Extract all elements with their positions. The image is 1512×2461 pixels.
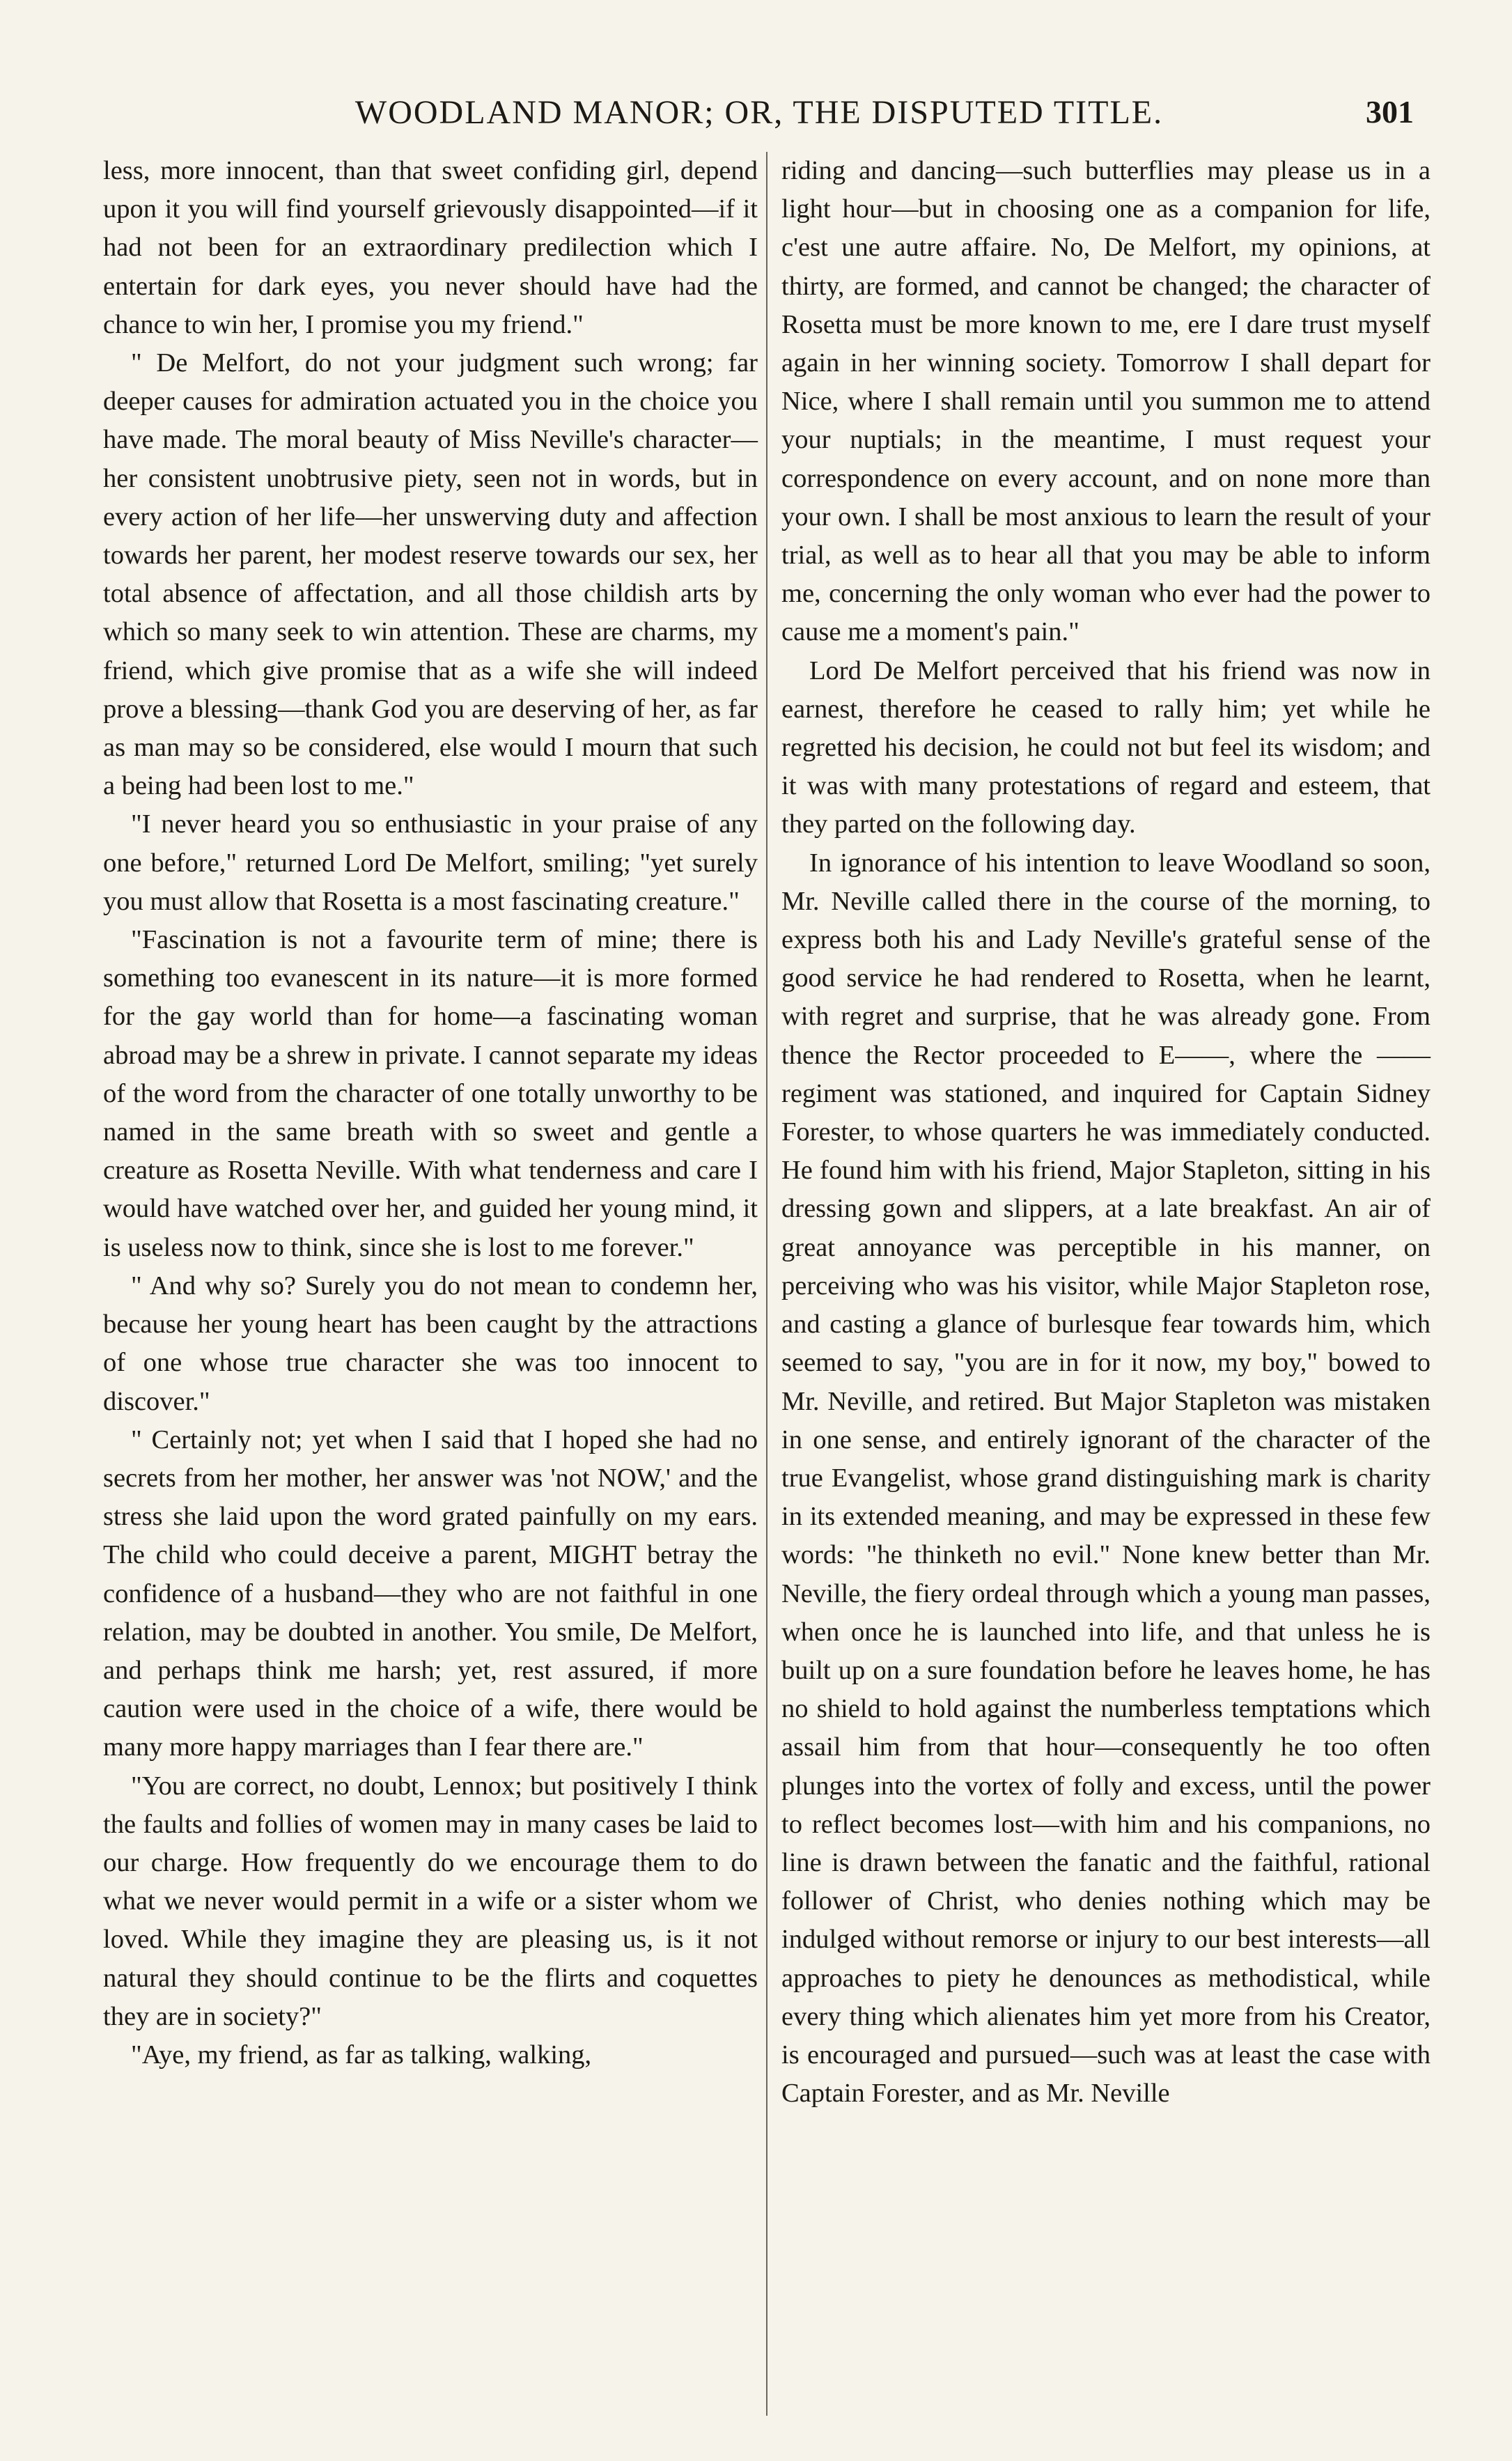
left-column bbox=[103, 152, 758, 2074]
paragraph: " De Melfort, do not your judgment such wrong; far deeper causes for admiration actuated you in the choice you have made. The moral beauty of Miss Neville's character—her consistent unobtrusive piety, seen not in words, but in every action of her life—her unswerving duty and affection towards her parent, her modest reserve towards our sex, her total absence of affectation, and all those childish arts by which so many seek to win attention. These are charms, my friend, which give promise that as a wife she will indeed prove a blessing—thank God you are deserving of her, as far as man may so be considered, else would I mourn that such a being had been lost to me." bbox=[103, 348, 758, 801]
column-divider bbox=[766, 152, 767, 2416]
paragraph: "Fascination is not a favourite term of mine; there is something too evanescent in its nature—it is more formed for the gay world than for home—a fascinating woman abroad may be a shrew in private. I cannot separate my ideas of the word from the character of one totally unworthy to be named in the same breath with so sweet and gentle a creature as Rosetta Neville. With what tenderness and care I would have watched over her, and guided her young mind, it is useless now to think, since she is lost to me forever." bbox=[103, 925, 758, 1262]
paragraph: Lord De Melfort perceived that his friend was now in earnest, therefore he ceased to rally him; yet while he regretted his decision, he could not but feel its wisdom; and it was with many protestations of regard and esteem, that they parted on the following day. bbox=[781, 655, 1431, 839]
paragraph: " And why so? Surely you do not mean to condemn her, because her young heart has been caught by the attractions of one whose true character she was too innocent to discover." bbox=[103, 1271, 758, 1416]
running-title: WOODLAND MANOR; OR, THE DISPUTED TITLE. bbox=[354, 94, 1164, 131]
paragraph: " Certainly not; yet when I said that I hoped she had no secrets from her mother, her answer was 'not NOW,' and the stress she laid upon the word grated painfully on my ears. The child who could deceive a parent, MIGHT betray the confidence of a husband—they who are not faithful in one relation, may be doubted in another. You smile, De Melfort, and perhaps think me harsh; yet, rest assured, if more caution were used in the choice of a wife, there would be many more happy marriages than I fear there are." bbox=[103, 1424, 758, 1762]
paragraph: less, more innocent, than that sweet confiding girl, depend upon it you will find yourself grievously disappointed—if it had not been for an extraordinary predilection which I entertain for dark eyes, you never should have had the chance to win her, I promise you my friend." bbox=[103, 156, 758, 339]
page-header bbox=[104, 89, 1414, 139]
paragraph: riding and dancing—such butterflies may please us in a light hour—but in choosing one as a companion for life, c'est une autre affaire. No, De Melfort, my opinions, at thirty, are formed, and cannot be changed; the character of Rosetta must be more known to me, ere I dare trust myself again in her winning society. Tomorrow I shall depart for Nice, where I shall remain until you summon me to attend your nuptials; in the meantime, I must request your correspondence on every account, and on none more than your own. I shall be most anxious to learn the result of your trial, as well as to hear all that you may be able to inform me, concerning the only woman who ever had the power to cause me a moment's pain." bbox=[781, 156, 1431, 647]
paragraph: "You are correct, no doubt, Lennox; but positively I think the faults and follies of women may in many cases be laid to our charge. How frequently do we encourage them to do what we never would permit in a wife or a sister whom we loved. While they imagine they are pleasing us, is it not natural they should continue to be the flirts and coquettes they are in society?" bbox=[103, 1771, 758, 2031]
paragraph: "Aye, my friend, as far as talking, walking, bbox=[131, 2040, 592, 2070]
page-number: 301 bbox=[1366, 94, 1414, 130]
paragraph: In ignorance of his intention to leave Woodland so soon, Mr. Neville called there in the course of the morning, to express both his and Lady Neville's grateful sense of the good service he had rendered to Rosetta, when he learnt, with regret and surprise, that he was already gone. From thence the Rector proceeded to E——, where the —— regiment was stationed, and inquired for Captain Sidney Forester, to whose quarters he was immediately conducted. He found him with his friend, Major Stapleton, sitting in his dressing gown and slippers, at a late breakfast. An air of great annoyance was perceptible in his manner, on perceiving who was his visitor, while Major Stapleton rose, and casting a glance of burlesque fear towards him, which seemed to say, "you are in for it now, my boy," bowed to Mr. Neville, and retired. But Major Stapleton was mistaken in one sense, and entirely ignorant of the character of the true Evangelist, whose grand distinguishing mark is charity in its extended meaning, and may be expressed in these few words: "he thinketh no evil." None knew better than Mr. Neville, the fiery ordeal through which a young man passes, when once he is launched into life, and that unless he is built up on a sure foundation before he leaves home, he has no shield to hold against the numberless temptations which assail him from that hour—consequently he too often plunges into the vortex of folly and excess, until the power to reflect becomes lost—with him and his companions, no line is drawn between the fanatic and the faithful, rational follower of Christ, who denies nothing which may be indulged without remorse or injury to our best interests—all approaches to piety he denounces as methodistical, while every thing which alienates him yet more from his Creator, is encouraged and pursued—such was at least the case with Captain Forester, and as Mr. Neville bbox=[781, 848, 1431, 2109]
paragraph: "I never heard you so enthusiastic in your praise of any one before," returned Lord De Melfort, smiling; "yet surely you must allow that Rosetta is a most fascinating creature." bbox=[103, 809, 758, 916]
right-column bbox=[781, 152, 1431, 2113]
